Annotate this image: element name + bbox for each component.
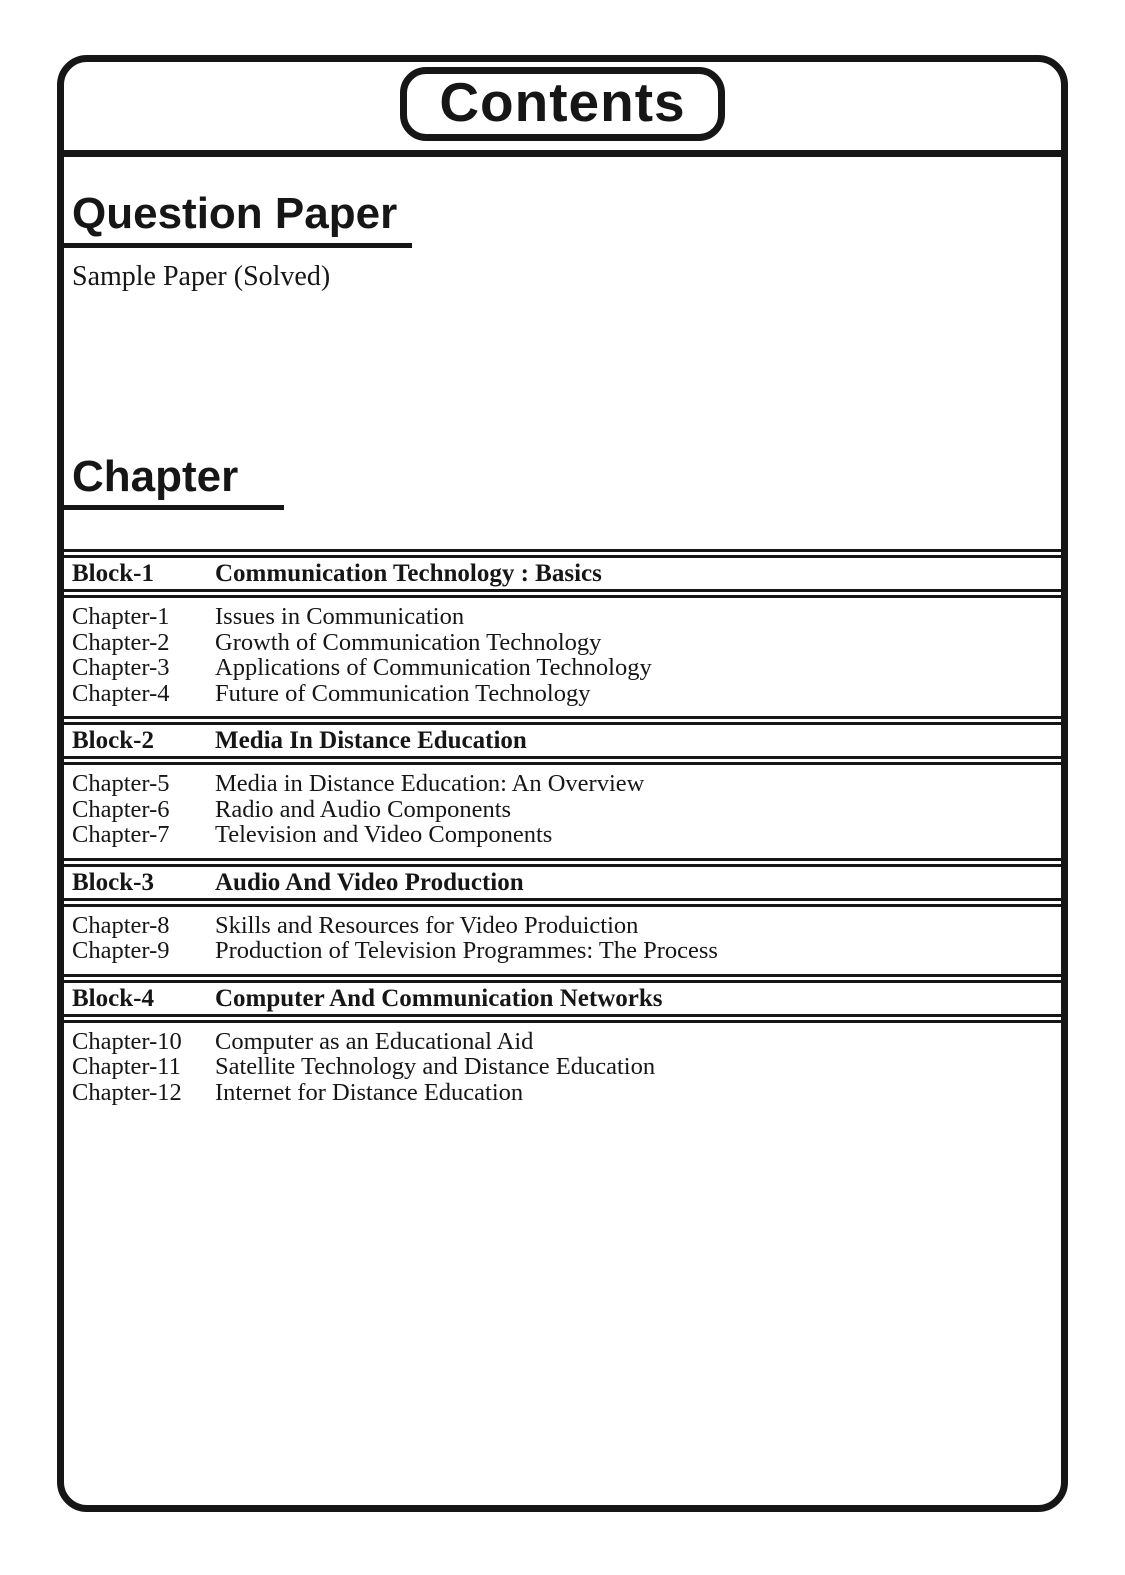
toc-chapter-title: Growth of Communication Technology	[215, 628, 602, 656]
toc-chapter-label: Chapter-7	[72, 821, 170, 849]
toc-table	[64, 549, 1061, 1115]
toc-rule	[64, 858, 1061, 867]
chapter-heading: Chapter	[72, 451, 239, 501]
toc-chapter-group	[64, 1023, 1061, 1116]
question-paper-underline	[64, 243, 412, 248]
toc-chapter-row	[72, 913, 1061, 939]
toc-rule	[64, 1014, 1061, 1023]
toc-chapter-row	[72, 1054, 1061, 1080]
toc-chapter-row	[72, 681, 1061, 707]
toc-chapter-group	[64, 907, 1061, 974]
title-band	[64, 62, 1061, 157]
toc-chapter-label: Chapter-9	[72, 937, 170, 965]
toc-chapter-group	[64, 765, 1061, 858]
toc-chapter-row	[72, 604, 1061, 630]
toc-block-header	[64, 558, 1061, 589]
toc-chapter-row	[72, 655, 1061, 681]
toc-chapter-title: Satellite Technology and Distance Education	[215, 1053, 656, 1081]
toc-block-label: Block-3	[72, 868, 154, 896]
toc-chapter-title: Computer as an Educational Aid	[215, 1027, 534, 1055]
toc-chapter-row	[72, 1029, 1061, 1055]
toc-chapter-label: Chapter-11	[72, 1053, 181, 1081]
toc-chapter-label: Chapter-12	[72, 1078, 182, 1106]
sample-paper-item: Sample Paper (Solved)	[72, 260, 331, 292]
toc-chapter-title: Future of Communication Technology	[215, 679, 591, 707]
toc-chapter-label: Chapter-1	[72, 603, 170, 631]
toc-chapter-row	[72, 630, 1061, 656]
toc-block-label: Block-2	[72, 727, 154, 755]
toc-chapter-label: Chapter-3	[72, 654, 170, 682]
toc-block-title: Audio And Video Production	[215, 868, 524, 896]
page-frame	[57, 55, 1068, 1512]
toc-chapter-label: Chapter-5	[72, 770, 170, 798]
toc-rule	[64, 974, 1061, 983]
toc-chapter-row	[72, 822, 1061, 848]
toc-chapter-title: Radio and Audio Components	[215, 795, 512, 823]
toc-chapter-title: Production of Television Programmes: The Process	[215, 937, 718, 965]
toc-chapter-title: Media in Distance Education: An Overview	[215, 770, 645, 798]
toc-rule	[64, 716, 1061, 725]
toc-chapter-title: Internet for Distance Education	[215, 1078, 524, 1106]
toc-rule	[64, 756, 1061, 765]
toc-chapter-title: Applications of Communication Technology	[215, 654, 652, 682]
toc-block-header	[64, 867, 1061, 898]
page-body	[64, 190, 1061, 1115]
toc-rule	[64, 589, 1061, 598]
toc-chapter-label: Chapter-6	[72, 795, 170, 823]
chapter-underline	[64, 505, 284, 510]
toc-chapter-row	[72, 1080, 1061, 1106]
toc-block-title: Computer And Communication Networks	[215, 984, 663, 1012]
toc-chapter-group	[64, 598, 1061, 716]
toc-chapter-label: Chapter-2	[72, 628, 170, 656]
toc-chapter-label: Chapter-8	[72, 911, 170, 939]
toc-block-header	[64, 725, 1061, 756]
question-paper-heading: Question Paper	[72, 189, 398, 238]
toc-rule	[64, 549, 1061, 558]
toc-chapter-row	[72, 771, 1061, 797]
toc-rule	[64, 898, 1061, 907]
toc-chapter-row	[72, 797, 1061, 823]
page-title: Contents	[439, 70, 686, 133]
toc-block-label: Block-1	[72, 560, 154, 588]
toc-block-label: Block-4	[72, 984, 154, 1012]
toc-block-title: Communication Technology : Basics	[215, 560, 602, 588]
toc-chapter-label: Chapter-4	[72, 679, 170, 707]
toc-chapter-title: Television and Video Components	[215, 821, 553, 849]
contents-title-box	[400, 67, 724, 141]
toc-chapter-row	[72, 938, 1061, 964]
toc-chapter-title: Issues in Communication	[215, 603, 465, 631]
toc-chapter-label: Chapter-10	[72, 1027, 182, 1055]
toc-block-title: Media In Distance Education	[215, 727, 527, 755]
toc-chapter-title: Skills and Resources for Video Produiction	[215, 911, 639, 939]
toc-block-header	[64, 983, 1061, 1014]
